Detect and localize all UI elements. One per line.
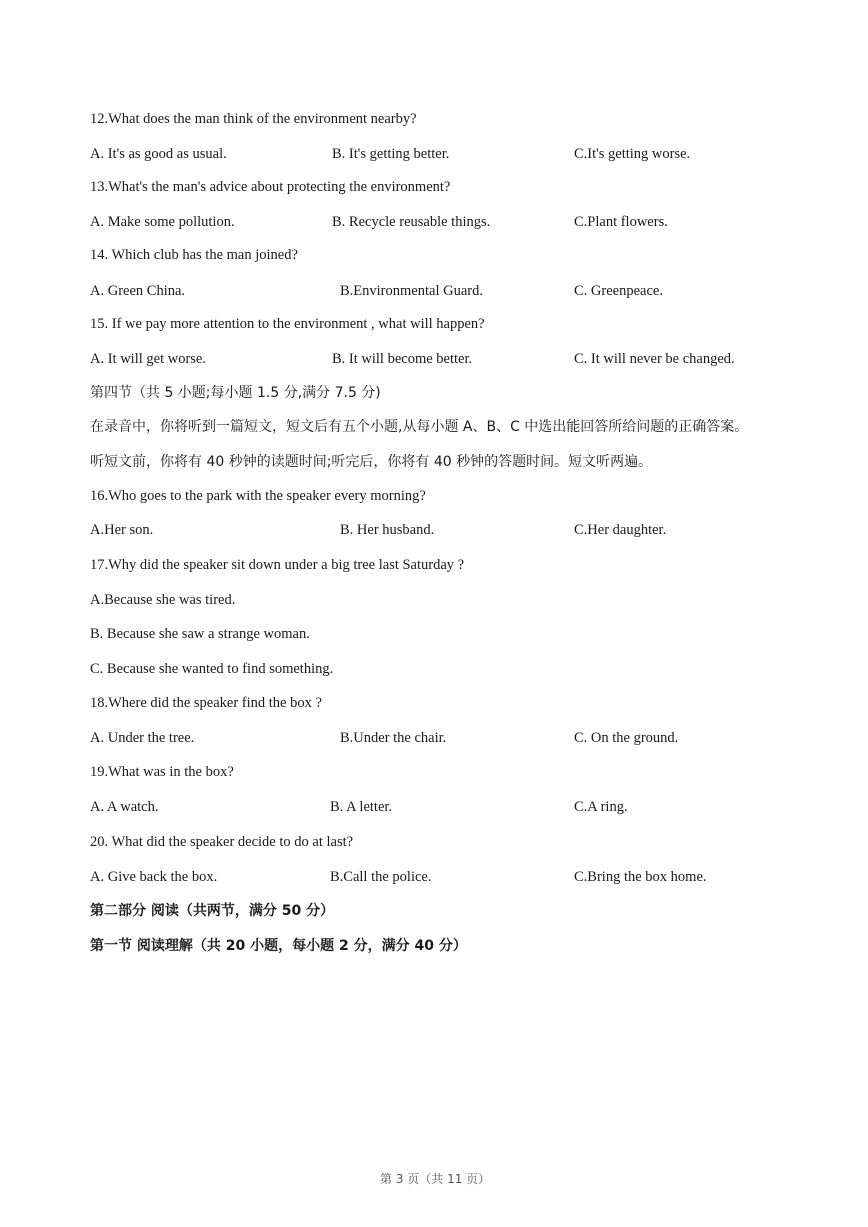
q12-option-c: C.It's getting worse. <box>574 146 691 162</box>
q14-option-b: B.Environmental Guard. <box>340 283 483 299</box>
q12-option-b: B. It's getting better. <box>332 146 450 162</box>
q16-option-c: C.Her daughter. <box>574 522 667 538</box>
q19-option-c: C.A ring. <box>574 799 628 815</box>
question-13: 13.What's the man's advice about protecting the environment? <box>90 179 451 195</box>
q18-option-a: A. Under the tree. <box>90 730 195 746</box>
q15-option-a: A. It will get worse. <box>90 351 206 367</box>
q19-option-b: B. A letter. <box>330 799 393 815</box>
q16-option-b: B. Her husband. <box>340 522 435 538</box>
q15-option-b: B. It will become better. <box>332 351 473 367</box>
q20-option-b: B.Call the police. <box>330 869 432 885</box>
q19-option-a: A. A watch. <box>90 799 159 815</box>
q13-option-b: B. Recycle reusable things. <box>332 214 491 230</box>
part-2-section-1-heading: 第一节 阅读理解（共 20 小题，每小题 2 分，满分 40 分） <box>90 938 467 954</box>
question-20: 20. What did the speaker decide to do at last? <box>90 834 354 850</box>
q13-option-a: A. Make some pollution. <box>90 214 235 230</box>
q15-option-c: C. It will never be changed. <box>574 351 735 367</box>
question-16: 16.Who goes to the park with the speaker every morning? <box>90 488 426 504</box>
question-18: 18.Where did the speaker find the box ? <box>90 695 322 711</box>
question-17: 17.Why did the speaker sit down under a big tree last Saturday ? <box>90 557 465 573</box>
q16-option-a: A.Her son. <box>90 522 154 538</box>
q20-option-c: C.Bring the box home. <box>574 869 707 885</box>
part-2-heading: 第二部分 阅读（共两节，满分 50 分） <box>90 903 335 919</box>
q17-option-c: C. Because she wanted to find something. <box>90 661 334 677</box>
section-4-instruction-2: 听短文前，你将有 40 秒钟的读题时间;听完后，你将有 40 秒钟的答题时间。短文听两遍。 <box>90 454 653 470</box>
q18-option-b: B.Under the chair. <box>340 730 447 746</box>
q17-option-b: B. Because she saw a strange woman. <box>90 626 310 642</box>
q18-option-c: C. On the ground. <box>574 730 679 746</box>
question-12: 12.What does the man think of the environment nearby? <box>90 111 417 127</box>
q14-option-a: A. Green China. <box>90 283 186 299</box>
q17-option-a: A.Because she was tired. <box>90 592 236 608</box>
question-19: 19.What was in the box? <box>90 764 234 780</box>
q13-option-c: C.Plant flowers. <box>574 214 668 230</box>
section-4-instruction-1: 在录音中，你将听到一篇短文，短文后有五个小题,从每小题 A、B、C 中选出能回答所给问题的正确答案。 <box>90 419 749 435</box>
question-14: 14. Which club has the man joined? <box>90 247 298 263</box>
q20-option-a: A. Give back the box. <box>90 869 218 885</box>
page-number: 第 3 页（共 11 页） <box>380 1172 491 1186</box>
q12-option-a: A. It's as good as usual. <box>90 146 227 162</box>
q14-option-c: C. Greenpeace. <box>574 283 663 299</box>
question-15: 15. If we pay more attention to the environment , what will happen? <box>90 316 485 332</box>
section-4-heading: 第四节（共 5 小题;每小题 1.5 分,满分 7.5 分) <box>90 385 381 401</box>
